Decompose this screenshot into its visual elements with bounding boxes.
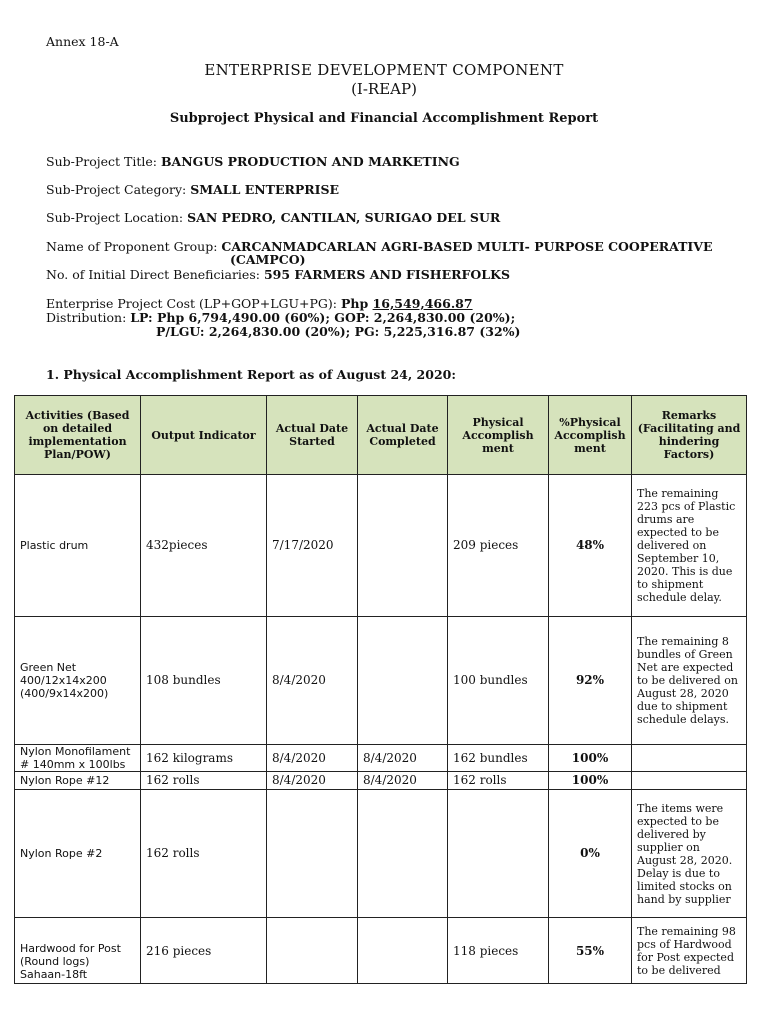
remarks-cell [632,745,747,772]
column-header: %Physical Accomplish ment [549,396,632,475]
field-value: SAN PEDRO, CANTILAN, SURIGAO DEL SUR [187,210,501,225]
subproject-location-field [46,210,500,225]
started-cell: 8/4/2020 [267,617,358,745]
table-row [15,918,747,984]
field-label: Sub-Project Title: [46,154,161,169]
proponent-group-field [46,239,713,254]
activity-cell: Nylon Rope #2 [15,790,141,918]
annex-label: Annex 18-A [46,34,119,49]
activity-cell: Nylon Monofilament # 140mm x 100lbs [15,745,141,772]
field-value: BANGUS PRODUCTION AND MARKETING [160,154,460,169]
field-label: Sub-Project Location: [46,210,188,225]
percent-cell: 55% [549,918,632,984]
field-value: 595 FARMERS AND FISHERFOLKS [263,267,510,282]
started-cell: 8/4/2020 [267,772,358,790]
output-cell: 162 kilograms [141,745,267,772]
field-value: SMALL ENTERPRISE [190,182,340,197]
output-cell: 162 rolls [141,772,267,790]
cost-value: 16,549,466.87 [372,296,473,311]
activity-cell: Green Net 400/12x14x200 (400/9x14x200) [15,617,141,745]
completed-cell [358,790,448,918]
table-header-row [15,396,747,475]
completed-cell: 8/4/2020 [358,772,448,790]
started-cell: 8/4/2020 [267,745,358,772]
cost-currency: Php [340,296,373,311]
percent-cell: 0% [549,790,632,918]
activity-cell: Hardwood for Post (Round logs) Sahaan-18ft [15,918,141,984]
remarks-cell: The remaining 223 pcs of Plastic drums are expected to be delivered on September 10, 2020. This is due to shipment schedule delay. [632,475,747,617]
column-header: Activities (Based on detailed implementation Plan/POW) [15,396,141,475]
remarks-cell: The remaining 98 pcs of Hardwood for Post expected to be delivered [632,918,747,984]
field-label: Sub-Project Category: [46,182,191,197]
proponent-group-acronym: (CAMPCO) [230,252,306,267]
document-title: ENTERPRISE DEVELOPMENT COMPONENT [204,61,564,79]
project-cost-field [46,296,473,311]
started-cell [267,790,358,918]
percent-cell: 92% [549,617,632,745]
completed-cell [358,475,448,617]
percent-cell: 100% [549,745,632,772]
subproject-title-field [46,154,460,169]
column-header: Output Indicator [141,396,267,475]
remarks-cell: The remaining 8 bundles of Green Net are expected to be delivered on August 28, 2020 due to shipment schedule delays. [632,617,747,745]
distribution-line-1: LP: Php 6,794,490.00 (60%); GOP: 2,264,830.00 (20%); [130,310,516,325]
physical-cell: 118 pieces [448,918,549,984]
field-value: CARCANMADCARLAN AGRI-BASED MULTI- PURPOSE COOPERATIVE [221,239,713,254]
activity-cell: Plastic drum [15,475,141,617]
section-heading: 1. Physical Accomplishment Report as of August 24, 2020: [46,367,456,382]
remarks-cell: The items were expected to be delivered by supplier on August 28, 2020. Delay is due to limited stocks on hand by supplier [632,790,747,918]
table-row [15,475,747,617]
table-row [15,772,747,790]
column-header: Actual Date Completed [358,396,448,475]
distribution-line-2: P/LGU: 2,264,830.00 (20%); PG: 5,225,316.87 (32%) [156,324,521,339]
completed-cell [358,617,448,745]
distribution-field [46,310,515,325]
document-subtitle: (I-REAP) [351,80,417,98]
percent-cell: 48% [549,475,632,617]
completed-cell [358,918,448,984]
physical-cell [448,790,549,918]
column-header: Actual Date Started [267,396,358,475]
remarks-cell [632,772,747,790]
started-cell: 7/17/2020 [267,475,358,617]
percent-cell: 100% [549,772,632,790]
output-cell: 108 bundles [141,617,267,745]
physical-cell: 100 bundles [448,617,549,745]
field-label: No. of Initial Direct Beneficiaries: [46,267,264,282]
field-label: Enterprise Project Cost (LP+GOP+LGU+PG): [46,296,341,311]
completed-cell: 8/4/2020 [358,745,448,772]
started-cell [267,918,358,984]
subproject-category-field [46,182,339,197]
field-label: Name of Proponent Group: [46,239,222,254]
output-cell: 432pieces [141,475,267,617]
physical-cell: 209 pieces [448,475,549,617]
physical-cell: 162 bundles [448,745,549,772]
activity-cell: Nylon Rope #12 [15,772,141,790]
physical-cell: 162 rolls [448,772,549,790]
output-cell: 162 rolls [141,790,267,918]
field-label: Distribution: [46,310,131,325]
table-row [15,790,747,918]
column-header: Remarks (Facilitating and hindering Factors) [632,396,747,475]
table-row [15,745,747,772]
table-row [15,617,747,745]
report-title: Subproject Physical and Financial Accomplishment Report [169,111,599,126]
output-cell: 216 pieces [141,918,267,984]
beneficiaries-field [46,267,510,282]
accomplishment-table [14,395,747,984]
column-header: Physical Accomplish ment [448,396,549,475]
